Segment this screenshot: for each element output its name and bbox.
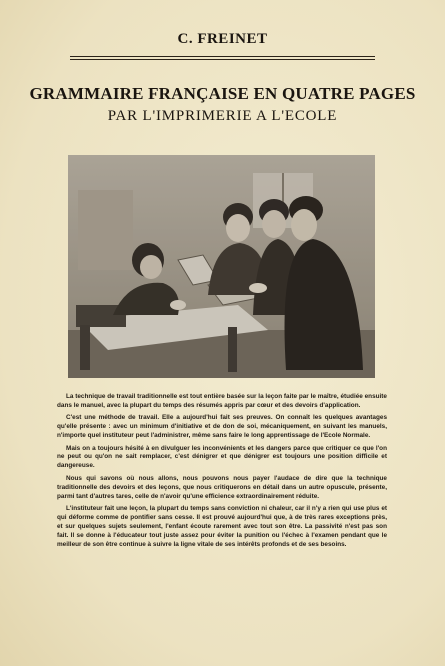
divider-rule <box>70 56 375 57</box>
document-subtitle: PAR L'IMPRIMERIE A L'ECOLE <box>107 108 338 124</box>
paragraph: C'est une méthode de travail. Elle a aujourd'hui fait ses preuves. On connaît les quelques avantages qu'elle présente : avec un minimum d'initiative et de don de soi, mécaniquement, en suivant les manuels, n'importe quel instituteur peut l'administrer, même sans faire le long apprentissage de l'Ecole Normale. <box>57 414 387 440</box>
paragraph: Mais on a toujours hésité à en divulguer les inconvénients et les dangers parce que critiquer ce que l'on ne peut ou qu'on ne sait remplacer, c'est dénigrer et que dénigrer est toujours une position difficile et dangereuse. <box>57 444 387 470</box>
document-title: GRAMMAIRE FRANÇAISE EN QUATRE PAGES <box>29 84 416 103</box>
photograph-children-printing-press <box>68 155 375 378</box>
body-text <box>57 393 387 553</box>
paragraph: La technique de travail traditionnelle est tout entière basée sur la leçon faite par le maître, étudiée ensuite dans le manuel, avec la plupart du temps des résumés appris par cœur et des devoirs d'application. <box>57 393 387 409</box>
paragraph: L'instituteur fait une leçon, la plupart du temps sans conviction ni chaleur, car il n'y a rien qui use plus et qui déforme comme de pontifier sans cesse. Il est prouvé aujourd'hui que, à de très rares exceptions près, et sur quelques sujets seulement, l'enfant écoute rarement avec tout son être. La passivité n'est pas son fait. Il se donne à l'éducateur tout juste assez pour éviter la punition ou l'échec à l'examen pendant que le meilleur de son être continue à suivre la ligne vitale de ses intérêts profonds et de ses besoins. <box>57 504 387 548</box>
divider-rule <box>70 59 375 60</box>
paragraph: Nous qui savons où nous allons, nous pouvons nous payer l'audace de dire que la technique traditionnelle des devoirs et des leçons, que nous critiquerons en détail dans un autre opuscule, présente, parmi tant d'autres tares, celle de n'avoir qu'une efficience extraordinairement réduite. <box>57 474 387 500</box>
author-name: C. FREINET <box>177 31 268 47</box>
